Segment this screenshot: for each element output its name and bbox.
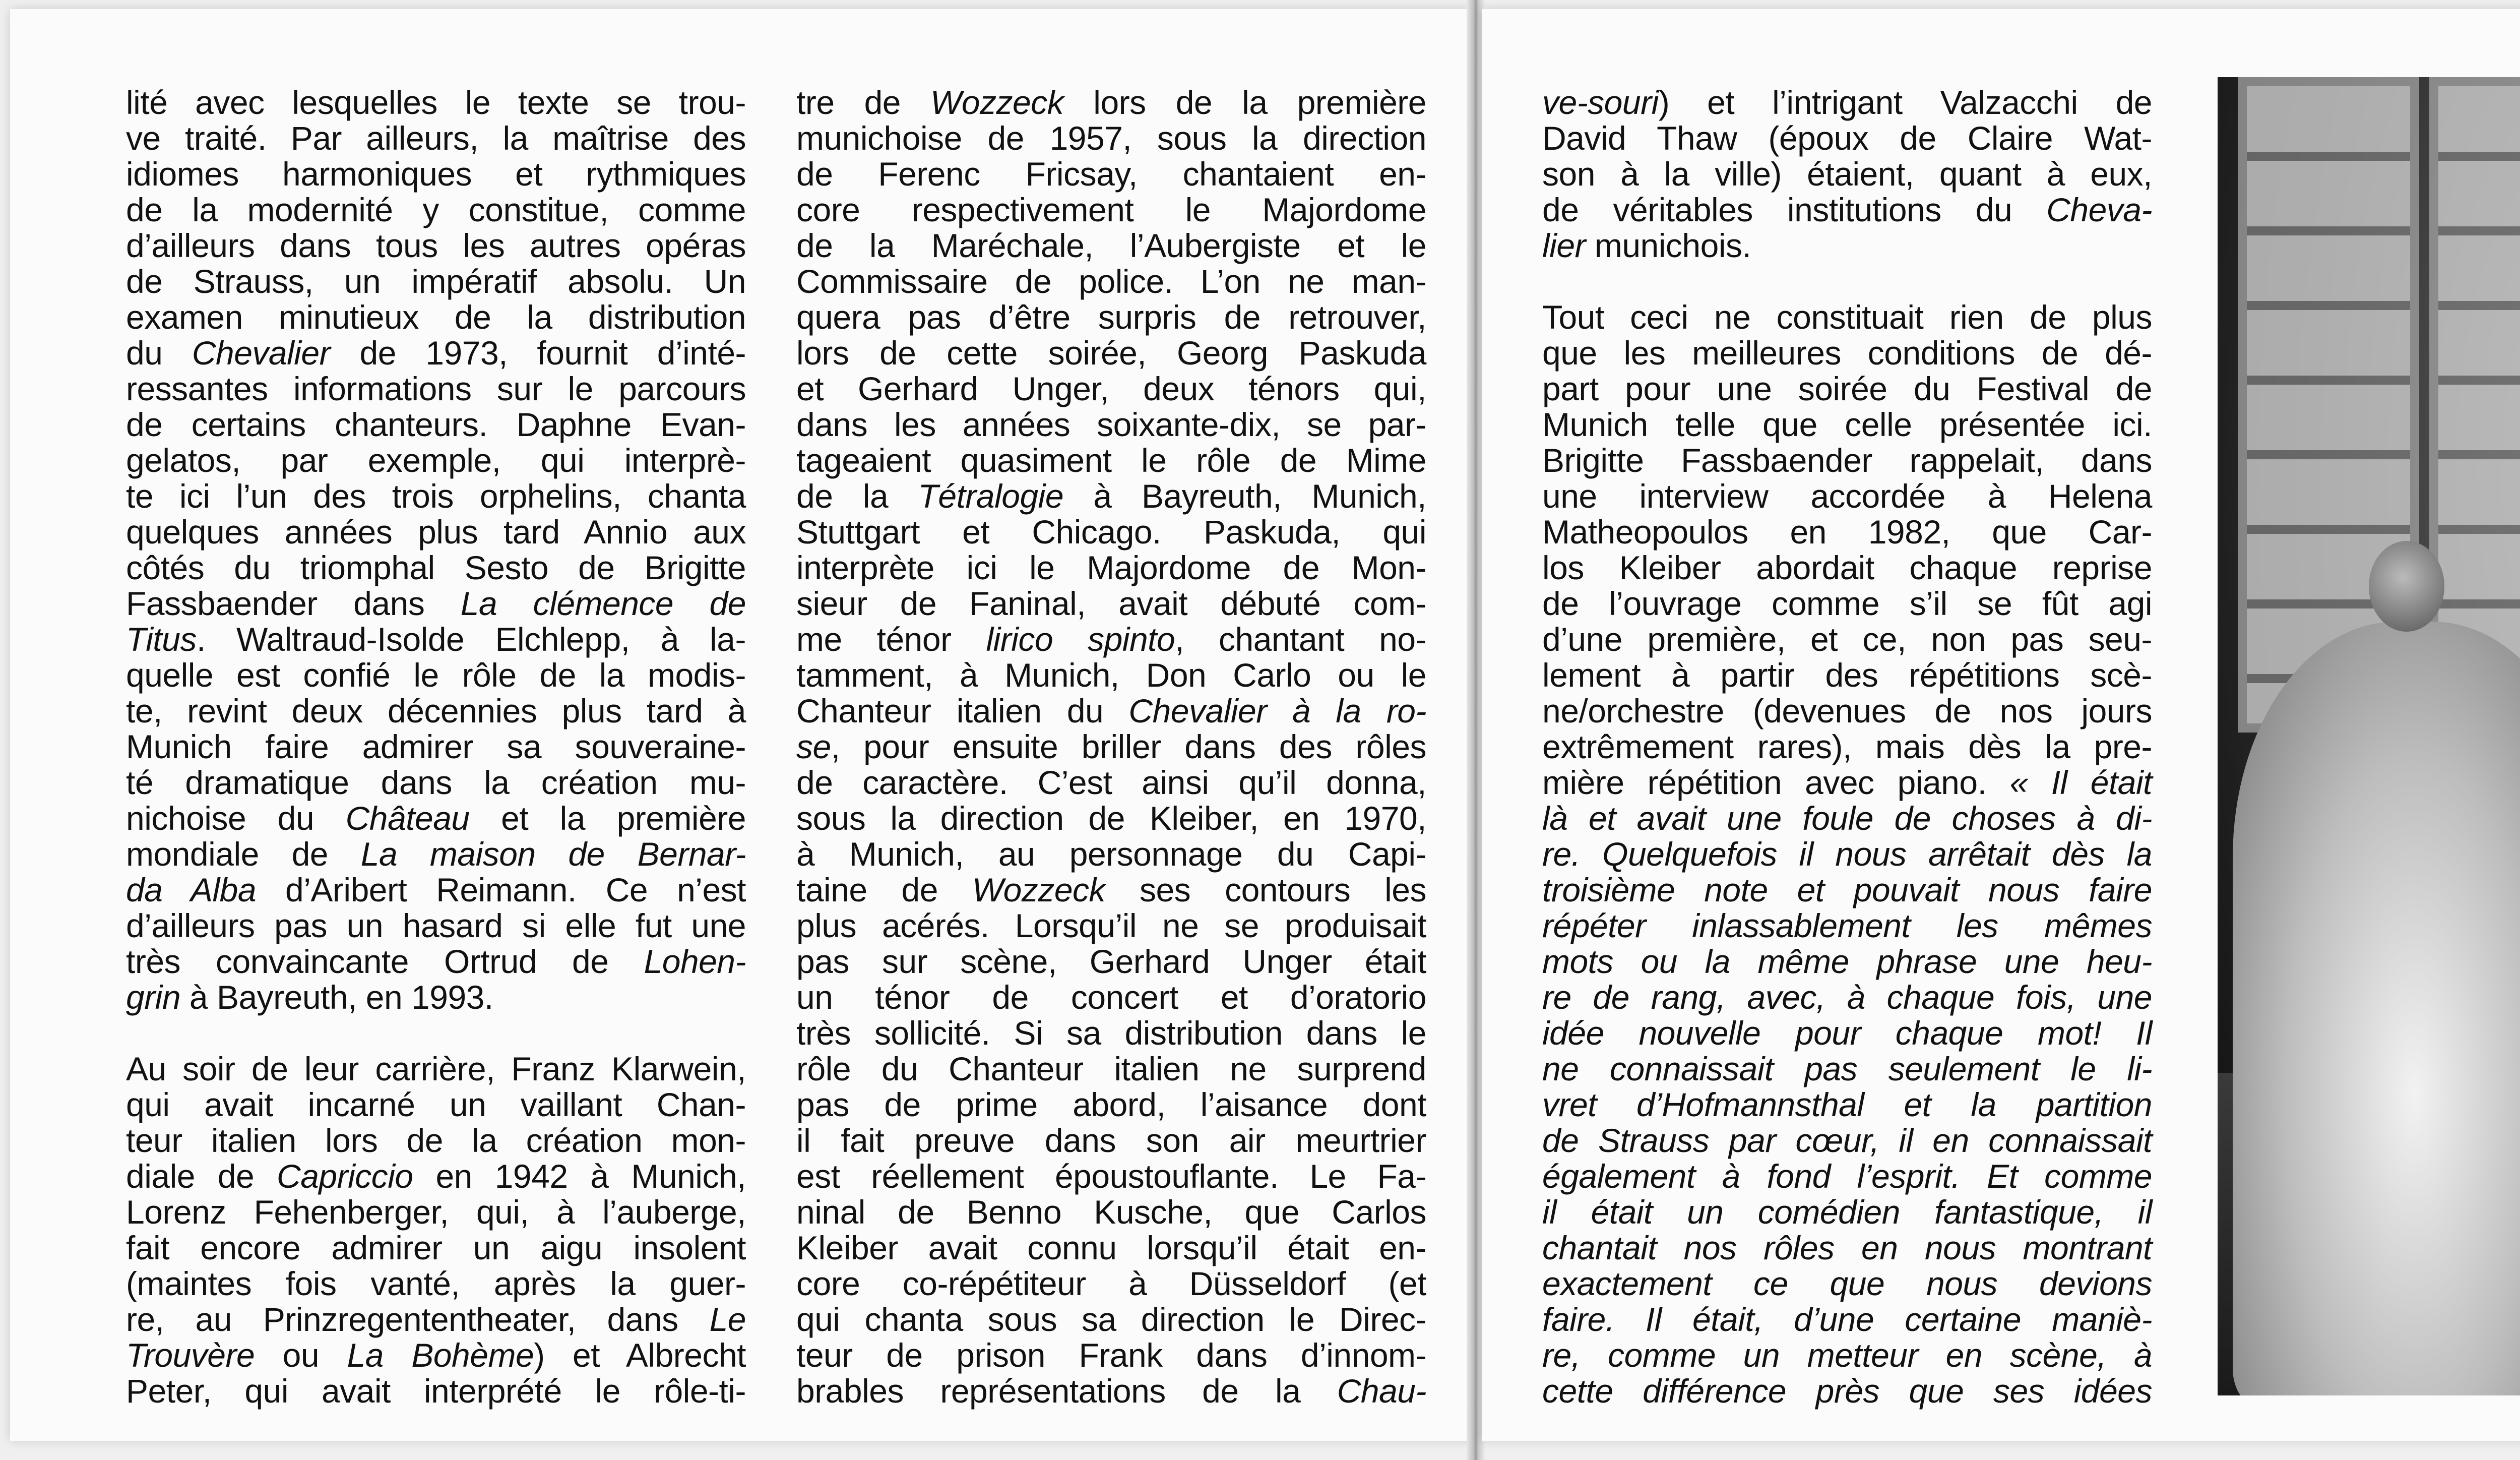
italic-title: se xyxy=(796,728,831,765)
text-line xyxy=(1542,1087,2152,1123)
text-line xyxy=(1542,120,2152,156)
text-line xyxy=(796,550,1426,586)
text-run: Commissaire de police. L’on ne man- xyxy=(796,263,1426,300)
text-run: Chanteur italien du xyxy=(796,692,1129,729)
text-line xyxy=(126,407,746,443)
text-run: Brigitte Fassbaender rappelait, dans xyxy=(1542,442,2152,479)
text-run: de la modernité y constitue, comme xyxy=(126,191,746,228)
italic-title: également à fond l’esprit. Et comme xyxy=(1542,1158,2152,1195)
left-page xyxy=(10,9,1472,1441)
text-line xyxy=(796,335,1426,371)
singer-head xyxy=(2369,541,2444,632)
text-run: Kleiber avait connu lorsqu’il était en- xyxy=(796,1229,1426,1266)
text-run: teur italien lors de la création mon- xyxy=(126,1122,746,1159)
text-run: d’ailleurs dans tous les autres opéras xyxy=(126,227,746,264)
italic-title: troisième note et pouvait nous faire xyxy=(1542,871,2152,908)
text-run: mière répétition avec piano. xyxy=(1542,764,2010,801)
text-line xyxy=(796,1015,1426,1051)
text-line xyxy=(796,264,1426,299)
text-run: examen minutieux de la distribution xyxy=(126,298,746,336)
text-run: sieur de Faninal, avait débuté com- xyxy=(796,585,1426,622)
text-run: Au soir de leur carrière, Franz Klarwein, xyxy=(126,1050,746,1087)
text-line xyxy=(796,765,1426,801)
text-run: de véritables institutions du xyxy=(1542,191,2047,228)
text-line xyxy=(796,657,1426,693)
text-line xyxy=(126,622,746,657)
text-run: très convaincante Ortrud de xyxy=(126,943,644,980)
text-run: lement à partir des répétitions scè- xyxy=(1542,656,2152,694)
text-line xyxy=(796,156,1426,192)
text-run: Munich telle que celle présentée ici. xyxy=(1542,406,2152,443)
text-line xyxy=(126,299,746,335)
opera-stage-photo xyxy=(2218,77,2520,1395)
paragraph xyxy=(1542,85,2152,264)
text-line xyxy=(796,1302,1426,1337)
text-line xyxy=(796,872,1426,908)
text-line xyxy=(1542,335,2152,371)
italic-title: grin xyxy=(126,979,181,1016)
italic-title: il était un comédien fantastique, il xyxy=(1542,1193,2152,1231)
text-run: . Waltraud-Isolde Elchlepp, à la- xyxy=(196,621,746,658)
text-line xyxy=(1542,407,2152,443)
text-run: Matheopoulos en 1982, que Car- xyxy=(1542,513,2152,551)
text-line xyxy=(126,156,746,192)
text-line xyxy=(796,228,1426,264)
text-line xyxy=(796,693,1426,729)
text-line xyxy=(1542,192,2152,228)
text-line xyxy=(796,980,1426,1015)
italic-title: mots ou la même phrase une heu- xyxy=(1542,943,2152,980)
text-run: David Thaw (époux de Claire Wat- xyxy=(1542,119,2152,157)
italic-title: cette différence près que ses idées xyxy=(1542,1372,2152,1410)
text-line xyxy=(796,944,1426,980)
text-line xyxy=(126,443,746,478)
text-line xyxy=(126,657,746,693)
text-line xyxy=(126,371,746,407)
singer-in-gown xyxy=(2233,622,2520,1395)
text-line xyxy=(126,586,746,622)
text-run: part pour une soirée du Festival de xyxy=(1542,370,2152,407)
italic-title: ne connaissait pas seulement le li- xyxy=(1542,1050,2152,1087)
text-line xyxy=(796,1266,1426,1302)
text-line xyxy=(126,478,746,514)
text-run: me ténor xyxy=(796,621,986,658)
text-run: ne/orchestre (devenues de nos jours xyxy=(1542,692,2152,729)
text-run: idiomes harmoniques et rythmiques xyxy=(126,155,746,193)
text-line xyxy=(1542,478,2152,514)
text-line xyxy=(1542,729,2152,765)
text-run: il fait preuve dans son air meurtrier xyxy=(796,1122,1426,1159)
text-run: te ici l’un des trois orphelins, chanta xyxy=(126,477,746,515)
text-run: d’ailleurs pas un hasard si elle fut une xyxy=(126,907,746,944)
text-run: re, au Prinzregententheater, dans xyxy=(126,1301,710,1338)
left-column xyxy=(126,85,746,1441)
paragraph xyxy=(1542,299,2152,1409)
text-run: ) et Albrecht xyxy=(534,1336,746,1374)
text-line xyxy=(796,1159,1426,1194)
text-run: sous la direction de Kleiber, en 1970, xyxy=(796,800,1426,837)
text-line xyxy=(796,622,1426,657)
text-run: une interview accordée à Helena xyxy=(1542,477,2152,515)
text-run: ses contours les xyxy=(1105,871,1426,908)
text-line xyxy=(796,836,1426,872)
text-line xyxy=(126,1337,746,1373)
italic-title: Wozzeck xyxy=(972,871,1106,908)
text-line xyxy=(1542,299,2152,335)
text-line xyxy=(796,1051,1426,1087)
text-line xyxy=(1542,514,2152,550)
text-run: taine de xyxy=(796,871,972,908)
italic-title: La maison de Bernar- xyxy=(360,835,746,873)
italic-title: Lohen- xyxy=(644,943,746,980)
italic-title: re, comme un metteur en scène, à xyxy=(1542,1336,2152,1374)
italic-title: répéter inlassablement les mêmes xyxy=(1542,907,2152,944)
text-run: (maintes fois vanté, après la guer- xyxy=(126,1265,746,1302)
italic-title: Chevalier à la ro- xyxy=(1128,692,1426,729)
italic-title: La clémence de xyxy=(460,585,746,622)
text-run: en 1942 à Munich, xyxy=(413,1158,746,1195)
text-run: de certains chanteurs. Daphne Evan- xyxy=(126,406,746,443)
text-run: d’Aribert Reimann. Ce n’est xyxy=(256,871,746,908)
text-run: que les meilleures conditions de dé- xyxy=(1542,334,2152,372)
text-line xyxy=(1542,1159,2152,1194)
text-line xyxy=(126,765,746,801)
text-line xyxy=(1542,836,2152,872)
text-run: son à la ville) étaient, quant à eux, xyxy=(1542,155,2152,193)
text-line xyxy=(1542,85,2152,120)
text-line xyxy=(126,228,746,264)
text-run: un ténor de concert et d’oratorio xyxy=(796,979,1426,1016)
text-line xyxy=(126,85,746,120)
text-run: de la xyxy=(796,477,918,515)
italic-title: vret d’Hofmannsthal et la partition xyxy=(1542,1086,2152,1123)
text-run: côtés du triomphal Sesto de Brigitte xyxy=(126,549,746,586)
text-line xyxy=(126,1159,746,1194)
italic-title: chantait nos rôles en nous montrant xyxy=(1542,1229,2152,1266)
text-line xyxy=(796,192,1426,228)
text-run: brables représentations de la xyxy=(796,1372,1337,1410)
text-run: Lorenz Fehenberger, qui, à l’auberge, xyxy=(126,1193,746,1231)
italic-title: La Bohème xyxy=(347,1336,534,1374)
text-run: gelatos, par exemple, qui interprè- xyxy=(126,442,746,479)
text-run: extrêmement rares), mais dès la pre- xyxy=(1542,728,2152,765)
text-run: los Kleiber abordait chaque reprise xyxy=(1542,549,2152,586)
right-page xyxy=(1482,9,2520,1441)
text-line xyxy=(796,801,1426,836)
text-run: ressantes informations sur le parcours xyxy=(126,370,746,407)
text-run: te, revint deux décennies plus tard à xyxy=(126,692,746,729)
italic-title: Chau- xyxy=(1337,1372,1426,1410)
text-run: du xyxy=(126,334,192,372)
text-line xyxy=(1542,1302,2152,1337)
text-line xyxy=(126,908,746,944)
text-run: nichoise du xyxy=(126,800,346,837)
italic-title: faire. Il était, d’une certaine maniè- xyxy=(1542,1301,2152,1338)
text-line xyxy=(796,120,1426,156)
text-run: ) et l’intrigant Valzacchi de xyxy=(1658,84,2152,121)
italic-title: lirico spinto xyxy=(986,621,1175,658)
italic-title: Le xyxy=(709,1301,746,1338)
text-line xyxy=(1542,371,2152,407)
italic-title: « Il était xyxy=(2009,764,2152,801)
text-run: ou xyxy=(255,1336,347,1374)
text-run: de Ferenc Fricsay, chantaient en- xyxy=(796,155,1426,193)
italic-title: exactement ce que nous devions xyxy=(1542,1265,2152,1302)
paragraph xyxy=(796,85,1426,1409)
text-run: quera pas d’être surpris de retrouver, xyxy=(796,298,1426,336)
text-run: Munich faire admirer sa souveraine- xyxy=(126,728,746,765)
text-line xyxy=(1542,550,2152,586)
text-run: lors de cette soirée, Georg Paskuda xyxy=(796,334,1426,372)
text-run: de Strauss, un impératif absolu. Un xyxy=(126,263,746,300)
text-line xyxy=(796,85,1426,120)
text-run: , chantant no- xyxy=(1175,621,1427,658)
text-line xyxy=(796,514,1426,550)
text-line xyxy=(1542,586,2152,622)
text-run: à Bayreuth, Munich, xyxy=(1063,477,1426,515)
text-line xyxy=(126,514,746,550)
text-run: pas sur scène, Gerhard Unger était xyxy=(796,943,1426,980)
italic-title: Wozzeck xyxy=(930,84,1064,121)
text-line xyxy=(126,1266,746,1302)
text-line xyxy=(1542,228,2152,264)
text-run: core respectivement le Majordome xyxy=(796,191,1426,228)
text-line xyxy=(796,407,1426,443)
text-line xyxy=(796,1087,1426,1123)
text-line xyxy=(796,1337,1426,1373)
text-run: munichois. xyxy=(1586,227,1751,264)
text-run: tre de xyxy=(796,84,931,121)
text-line xyxy=(796,908,1426,944)
text-line xyxy=(1542,872,2152,908)
text-run: quelle est confié le rôle de la modis- xyxy=(126,656,746,694)
italic-title: Titus xyxy=(126,621,197,658)
paragraph xyxy=(126,85,746,1015)
right-column xyxy=(1542,85,2152,1441)
text-line xyxy=(1542,156,2152,192)
italic-title: da Alba xyxy=(126,871,257,908)
text-run: qui avait incarné un vaillant Chan- xyxy=(126,1086,746,1123)
text-line xyxy=(126,1087,746,1123)
text-run: de caractère. C’est ainsi qu’il donna, xyxy=(796,764,1426,801)
text-line xyxy=(126,335,746,371)
text-run: pas de prime abord, l’aisance dont xyxy=(796,1086,1426,1123)
text-line xyxy=(126,1373,746,1409)
text-run: qui chanta sous sa direction le Direc- xyxy=(796,1301,1426,1338)
text-run: très sollicité. Si sa distribution dans le xyxy=(796,1014,1426,1052)
text-line xyxy=(796,371,1426,407)
text-run: diale de xyxy=(126,1158,277,1195)
text-run: plus acérés. Lorsqu’il ne se produisait xyxy=(796,907,1426,944)
text-run: lors de la première xyxy=(1063,84,1426,121)
italic-title: re. Quelquefois il nous arrêtait dès la xyxy=(1542,835,2152,873)
text-run: et la première xyxy=(469,800,746,837)
text-line xyxy=(1542,1123,2152,1159)
text-line xyxy=(126,836,746,872)
text-line xyxy=(1542,657,2152,693)
text-run: mondiale de xyxy=(126,835,361,873)
text-run: ve traité. Par ailleurs, la maîtrise des xyxy=(126,119,746,157)
text-line xyxy=(796,586,1426,622)
text-line xyxy=(1542,765,2152,801)
text-line xyxy=(796,1230,1426,1266)
text-run: d’une première, et ce, non pas seu- xyxy=(1542,621,2152,658)
text-line xyxy=(796,1123,1426,1159)
italic-title: ve-souri xyxy=(1542,84,1659,121)
text-run: de l’ouvrage comme s’il se fût agi xyxy=(1542,585,2152,622)
text-run: Peter, qui avait interprété le rôle-ti- xyxy=(126,1372,746,1410)
text-line xyxy=(1542,1015,2152,1051)
text-run: et Gerhard Unger, deux ténors qui, xyxy=(796,370,1426,407)
text-line xyxy=(1542,1194,2152,1230)
text-line xyxy=(1542,693,2152,729)
text-line xyxy=(1542,1230,2152,1266)
text-run: Fassbaender dans xyxy=(126,585,461,622)
middle-column xyxy=(796,85,1426,1441)
text-line xyxy=(1542,944,2152,980)
text-run: teur de prison Frank dans d’innom- xyxy=(796,1336,1426,1374)
text-line xyxy=(126,980,746,1015)
text-run: munichoise de 1957, sous la direction xyxy=(796,119,1426,157)
text-run: à Bayreuth, en 1993. xyxy=(180,979,493,1016)
italic-title: idée nouvelle pour chaque mot! Il xyxy=(1542,1014,2152,1052)
text-line xyxy=(796,443,1426,478)
text-line xyxy=(126,550,746,586)
text-run: core co-répétiteur à Düsseldorf (et xyxy=(796,1265,1426,1302)
text-run: de 1973, fournit d’inté- xyxy=(330,334,746,372)
text-run: dans les années soixante-dix, se par- xyxy=(796,406,1426,443)
text-run: tageaient quasiment le rôle de Mime xyxy=(796,442,1426,479)
text-run: Stuttgart et Chicago. Paskuda, qui xyxy=(796,513,1426,551)
text-line xyxy=(796,1194,1426,1230)
text-line xyxy=(1542,443,2152,478)
text-run: rôle du Chanteur italien ne surprend xyxy=(796,1050,1426,1087)
italic-title: Trouvère xyxy=(126,1336,255,1374)
italic-title: Tétralogie xyxy=(918,477,1064,515)
text-line xyxy=(1542,1373,2152,1409)
text-line xyxy=(126,1051,746,1087)
text-line xyxy=(126,1194,746,1230)
italic-title: lier xyxy=(1542,227,1586,264)
italic-title: là et avait une foule de choses à di- xyxy=(1542,800,2152,837)
text-line xyxy=(1542,1266,2152,1302)
italic-title: de Strauss par cœur, il en connaissait xyxy=(1542,1122,2152,1159)
text-line xyxy=(126,872,746,908)
text-line xyxy=(126,1230,746,1266)
text-line xyxy=(796,478,1426,514)
text-run: à Munich, au personnage du Capi- xyxy=(796,835,1426,873)
italic-title: Capriccio xyxy=(277,1158,413,1195)
text-line xyxy=(796,299,1426,335)
text-line xyxy=(1542,801,2152,836)
text-line xyxy=(1542,1337,2152,1373)
text-line xyxy=(1542,980,2152,1015)
text-line xyxy=(126,729,746,765)
text-run: quelques années plus tard Annio aux xyxy=(126,513,746,551)
text-line xyxy=(126,192,746,228)
text-line xyxy=(126,1302,746,1337)
italic-title: Cheva- xyxy=(2046,191,2152,228)
italic-title: Château xyxy=(345,800,470,837)
text-line xyxy=(1542,622,2152,657)
text-run: Tout ceci ne constituait rien de plus xyxy=(1542,298,2152,336)
text-run: de la Maréchale, l’Aubergiste et le xyxy=(796,227,1426,264)
text-line xyxy=(1542,908,2152,944)
text-run: lité avec lesquelles le texte se trou- xyxy=(126,84,746,121)
text-line xyxy=(126,944,746,980)
text-run: , pour ensuite briller dans des rôles xyxy=(831,728,1426,765)
italic-title: re de rang, avec, à chaque fois, une xyxy=(1542,979,2152,1016)
text-run: fait encore admirer un aigu insolent xyxy=(126,1229,746,1266)
text-line xyxy=(796,729,1426,765)
text-line xyxy=(126,120,746,156)
text-run: interprète ici le Majordome de Mon- xyxy=(796,549,1426,586)
italic-title: Chevalier xyxy=(192,334,331,372)
text-line xyxy=(1542,1051,2152,1087)
text-run: ninal de Benno Kusche, que Carlos xyxy=(796,1193,1426,1231)
text-line xyxy=(126,1123,746,1159)
text-run: té dramatique dans la création mu- xyxy=(126,764,746,801)
text-line xyxy=(796,1373,1426,1409)
text-line xyxy=(126,693,746,729)
paragraph xyxy=(126,1051,746,1409)
text-line xyxy=(126,801,746,836)
text-line xyxy=(126,264,746,299)
text-run: tamment, à Munich, Don Carlo ou le xyxy=(796,656,1426,694)
text-run: est réellement époustouflante. Le Fa- xyxy=(796,1158,1426,1195)
